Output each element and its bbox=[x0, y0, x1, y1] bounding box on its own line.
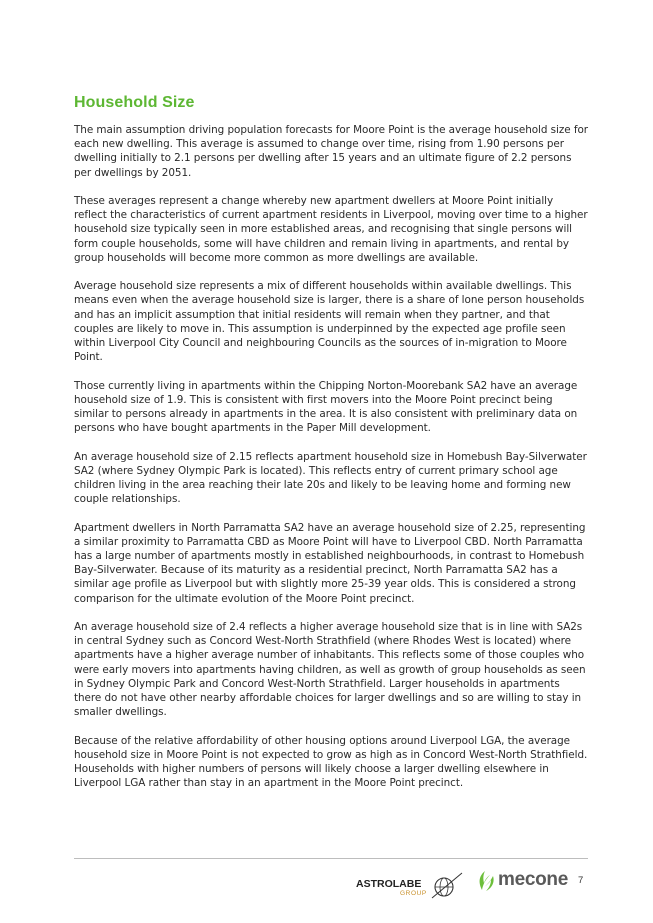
paragraph: Those currently living in apartments within the Chipping Norton-Moorebank SA2 have an average household size of 1.9. This is consistent with first movers into the Moore Point precinct being similar to persons already in apartments in the area. It is also consistent with preliminary data on persons who have bought apartments in the Paper Mill development. bbox=[74, 379, 578, 435]
body-text bbox=[74, 123, 588, 805]
astrolabe-logo-subtext: GROUP bbox=[400, 890, 427, 897]
paragraph: An average household size of 2.15 reflects apartment household size in Homebush Bay-Silverwater SA2 (where Sydney Olympic Park is located). This reflects entry of current primary school age children living in the area reaching their late 20s and likely to be leaving home and forming new couple relationships. bbox=[74, 450, 587, 506]
page-number: 7 bbox=[578, 875, 584, 886]
paragraph: Apartment dwellers in North Parramatta SA2 have an average household size of 2.25, representing a similar proximity to Parramatta CBD as Moore Point will have to Liverpool CBD. North Parramatta has a large number of apartments mostly in established neighbourhoods, in contrast to Homebush Bay-Silverwater. Because of its maturity as a residential precinct, North Parramatta SA2 has a similar age profile as Liverpool but with slightly more 25-39 year olds. This is considered a strong comparison for the ultimate evolution of the Moore Point precinct. bbox=[74, 521, 586, 605]
section-heading: Household Size bbox=[74, 94, 195, 111]
paragraph: Because of the relative affordability of other housing options around Liverpool LGA, the average household size in Moore Point is not expected to grow as high as in Concord West-North Strathfield. Households with higher numbers of persons will likely choose a larger dwelling elsewhere in Liverpool LGA rather than stay in an apartment in the Moore Point precinct. bbox=[74, 734, 588, 790]
mecone-leaf-icon bbox=[476, 870, 496, 892]
astrolabe-icon bbox=[430, 870, 466, 902]
page-footer bbox=[0, 862, 653, 902]
footer-divider bbox=[74, 858, 588, 859]
mecone-logo-text: mecone bbox=[498, 869, 569, 890]
paragraph: An average household size of 2.4 reflects a higher average household size that is in line with SA2s in central Sydney such as Concord West-North Strathfield (where Rhodes West is located) where apartments have a higher average number of inhabitants. This reflects some of those couples who were early movers into apartments having children, as well as growth of group households as seen in Sydney Olympic Park and Concord West-North Strathfield. Larger households in apartments there do not have other nearby affordable choices for larger dwellings and so are willing to stay in smaller dwellings. bbox=[74, 621, 586, 719]
astrolabe-logo bbox=[356, 870, 466, 902]
paragraph: Average household size represents a mix of different households within available dwellings. This means even when the average household size is larger, there is a share of lone person households and has an implicit assumption that initial residents will remain when they partner, and that couples are likely to move in. This assumption is underpinned by the expected age profile seen within Liverpool City Council and neighbouring Councils as the sources of in-migration to Moore Point. bbox=[74, 280, 585, 364]
astrolabe-logo-text: ASTROLABE bbox=[356, 878, 422, 890]
paragraph: These averages represent a change whereby new apartment dwellers at Moore Point initially reflect the characteristics of current apartment residents in Liverpool, moving over time to a higher household size typically seen in more established areas, and recognising that single persons will form couple households, some will have children and remain living in apartments, and rental by group households will become more common as more dwellings are available. bbox=[74, 195, 588, 264]
paragraph: The main assumption driving population forecasts for Moore Point is the average household size for each new dwelling. This average is assumed to change over time, rising from 1.90 persons per dwelling initially to 2.1 persons per dwelling after 15 years and an ultimate figure of 2.2 persons per dwellings by 2051. bbox=[74, 124, 589, 179]
mecone-logo bbox=[476, 869, 569, 896]
